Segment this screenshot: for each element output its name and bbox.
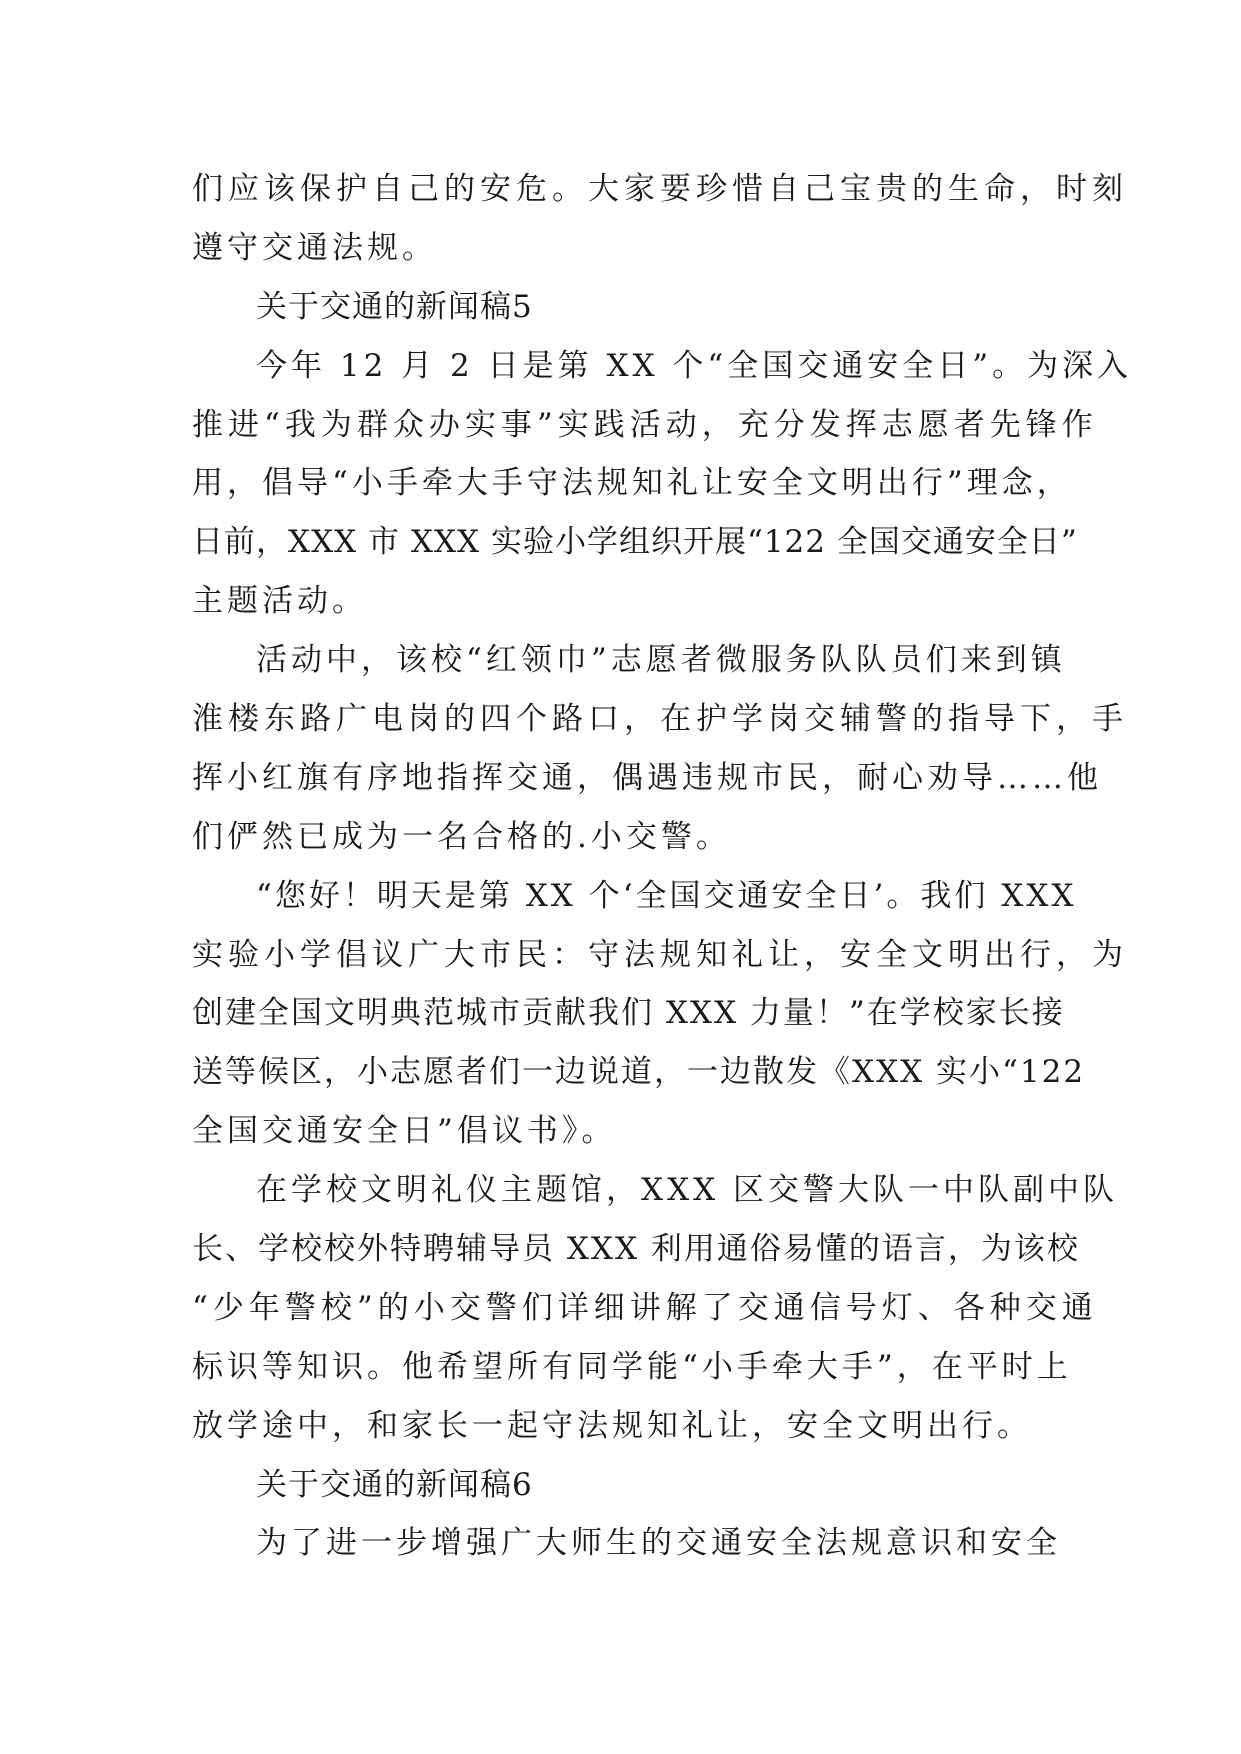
text-line: 挥小红旗有序地指挥交通，偶遇违规市民，耐心劝导……他 [192,759,1102,796]
text-line: 创建全国文明典范城市贡献我们 XXX 力量！”在学校家长接 [192,995,1065,1032]
text-line: 全国交通安全日”倡议书》。 [192,1113,617,1150]
text-line: 们俨然已成为一名合格的.小交警。 [192,818,731,855]
section-heading: 关于交通的新闻稿5 [256,288,533,325]
text-line: 送等候区，小志愿者们一边说道，一边散发《XXX 实小“122 [192,1054,1086,1091]
text-line: 在学校文明礼仪主题馆，XXX 区交警大队一中队副中队 [256,1172,1119,1209]
text-line: 活动中，该校“红领巾”志愿者微服务队队员们来到镇 [256,642,1066,679]
text-line: 放学途中，和家长一起守法规知礼让，安全文明出行。 [192,1407,1032,1444]
text-line: 推进“我为群众办实事”实践活动，充分发挥志愿者先锋作 [192,406,1098,443]
text-line: 们应该保护自己的安危。大家要珍惜自己宝贵的生命，时刻 [192,171,1128,207]
text-line: “少年警校”的小交警们详细讲解了交通信号灯、各种交通 [192,1289,1098,1326]
text-line: 用，倡导“小手牵大手守法规知礼让安全文明出行”理念， [192,465,1072,502]
text-line: 日前，XXX 市 XXX 实验小学组织开展“122 全国交通安全日” [192,524,1078,561]
text-line: “您好！明天是第 XX 个‘全国交通安全日’。我们 XXX [256,877,1077,914]
section-heading: 关于交通的新闻稿6 [256,1466,533,1503]
text-line: 主题活动。 [192,583,367,620]
text-line: 标识等知识。他希望所有同学能“小手牵大手”，在平时上 [192,1348,1072,1385]
text-line: 长、学校校外特聘辅导员 XXX 利用通俗易懂的语言，为该校 [192,1231,1080,1268]
text-line: 淮楼东路广电岗的四个路口，在护学岗交辅警的指导下，手 [192,701,1128,738]
text-line: 今年 12 月 2 日是第 XX 个“全国交通安全日”。为深入 [256,347,1133,384]
text-line: 遵守交通法规。 [192,229,437,266]
document-page [192,160,1133,1573]
text-line: 为了进一步增强广大师生的交通安全法规意识和安全 [256,1525,1061,1562]
text-line: 实验小学倡议广大市民：守法规知礼让，安全文明出行，为 [192,936,1128,973]
